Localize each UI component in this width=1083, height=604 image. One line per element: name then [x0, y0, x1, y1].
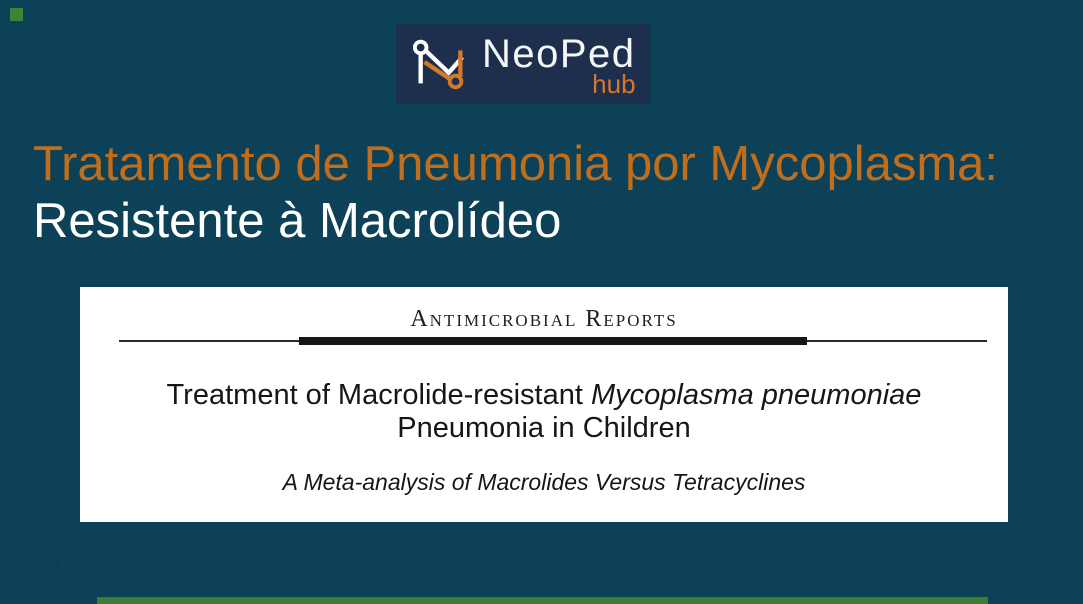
article-title-part1: Treatment of Macrolide-resistant [166, 379, 591, 411]
page-number: 1 [53, 554, 62, 571]
divider-thick-bar [299, 337, 807, 345]
article-title-line2: Pneumonia in Children [397, 412, 691, 444]
article-title [80, 379, 1008, 445]
green-bottom-bar [97, 597, 988, 604]
logo-text [482, 32, 636, 99]
neoped-logo [396, 24, 650, 104]
green-accent-square [10, 8, 23, 21]
journal-divider-rule [119, 337, 987, 345]
slide-title-block [33, 136, 1063, 250]
journal-section-header: Antimicrobial Reports [410, 306, 678, 332]
logo-name: NeoPed [482, 32, 636, 76]
node-graph-icon [410, 36, 472, 92]
slide-title-line1: Tratamento de Pneumonia por Mycoplasma: [33, 137, 999, 191]
logo-suffix: hub [592, 69, 636, 99]
article-subtitle: A Meta-analysis of Macrolides Versus Tetracyclines [282, 469, 806, 495]
journal-article-card [80, 287, 1008, 522]
article-title-species: Mycoplasma pneumoniae [590, 379, 922, 411]
slide-title-line2: Resistente à Macrolídeo [33, 194, 562, 248]
